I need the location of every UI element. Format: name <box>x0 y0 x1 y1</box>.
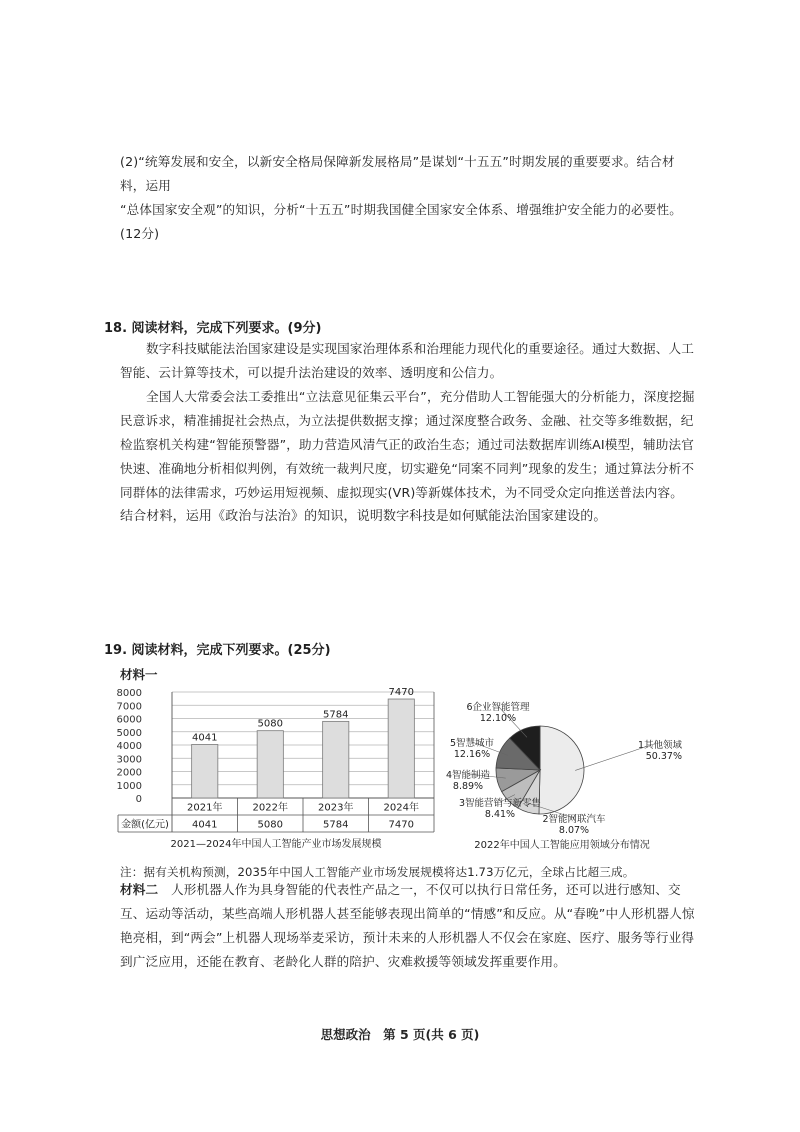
bar-value-label: 5080 <box>257 718 283 730</box>
table-amount-cell: 4041 <box>192 819 218 831</box>
q18-title: 18. 阅读材料，完成下列要求。(9分) <box>104 321 322 336</box>
bar <box>388 699 414 798</box>
bar <box>323 721 349 798</box>
pie-chart-title: 2022年中国人工智能应用领域分布情况 <box>474 840 650 851</box>
table-amount-cell: 7470 <box>388 819 414 831</box>
pie-slice-name: 2智能网联汽车 <box>542 814 606 825</box>
table-amount-cell: 5080 <box>257 819 283 831</box>
bar-y-tick-label: 6000 <box>116 714 142 726</box>
pie-slice-percent: 12.16% <box>453 749 491 760</box>
q17-part2 <box>120 150 695 246</box>
pie-slice-name: 1其他领域 <box>637 740 682 751</box>
q18-question: 结合材料，运用《政治与法治》的知识，说明数字科技是如何赋能法治国家建设的。 <box>120 509 607 524</box>
material2-label: 材料二 <box>120 882 159 897</box>
bar-y-tick-label: 8000 <box>116 688 142 699</box>
chart-note: 注：据有关机构预测，2035年中国人工智能产业市场发展规模将达1.73万亿元，全球占比超三成。 <box>120 865 635 879</box>
bar-y-tick-label: 3000 <box>116 754 142 766</box>
bar <box>192 744 218 798</box>
q18-body <box>120 337 695 529</box>
bar <box>257 731 283 798</box>
bar-category-label: 2021年 <box>187 802 223 814</box>
q17-line1: (2)“统筹发展和安全，以新安全格局保障新发展格局”是谋划“十五五”时期发展的重要要求。结合材料，运用 <box>120 154 675 193</box>
q19-title: 19. 阅读材料，完成下列要求。(25分) <box>104 643 331 658</box>
table-amount-cell: 5784 <box>323 819 349 831</box>
table-row-label: 金额(亿元) <box>121 819 169 831</box>
q18-para2: 全国人大常委会法工委推出“立法意见征集云平台”，充分借助人工智能强大的分析能力，深度挖掘民意诉求，精准捕捉社会热点，为立法提供数据支撑；通过深度整合政务、金融、社交等多维数据，纪检监察机关构建“智能预警器”，助力营造风清气正的政治生态；通过司法数据库训练AI模型，辅助法官快速、准确地分析相似判例，有效统一裁判尺度，切实避免“同案不同判”现象的发生；通过算法分析不同群体的法律需求，巧妙运用短视频、虚拟现实(VR)等新媒体技术，为不同受众定向推送普法内容。 <box>120 389 695 500</box>
page-footer: 思想政治 第 5 页(共 6 页) <box>320 1027 480 1042</box>
bar-value-label: 4041 <box>192 732 218 744</box>
pie-slice-percent: 8.89% <box>452 781 484 792</box>
pie-slice-percent: 8.07% <box>558 825 590 836</box>
pie-slice-name: 6企业智能管理 <box>466 702 530 713</box>
material1-label: 材料一 <box>120 667 158 682</box>
pie-slice-name: 5智慧城市 <box>449 738 495 749</box>
bar-category-label: 2023年 <box>318 802 354 814</box>
bar-value-label: 7470 <box>388 687 414 699</box>
bar-y-tick-label: 1000 <box>116 780 142 792</box>
pie-chart <box>444 696 690 856</box>
bar-y-tick-label: 0 <box>135 794 142 805</box>
bar-y-tick-label: 2000 <box>116 767 142 779</box>
material2-text: 人形机器人作为具身智能的代表性产品之一，不仅可以执行日常任务，还可以进行感知、交互、运动等活动，某些高端人形机器人甚至能够表现出简单的“情感”和反应。从“春晚”中人形机器人惊艳亮相，到“两会”上机器人现场举麦采访，预计未来的人形机器人不仅会在家庭、医疗、服务等行业得到广泛应用，还能在教育、老龄化人群的陪护、灾难救援等领域发挥重要作用。 <box>120 882 695 969</box>
bar-y-tick-label: 7000 <box>116 701 142 713</box>
pie-slice-percent: 50.37% <box>645 751 682 762</box>
bar-category-label: 2024年 <box>383 802 419 814</box>
q18-para1: 数字科技赋能法治国家建设是实现国家治理体系和治理能力现代化的重要途径。通过大数据、人工智能、云计算等技术，可以提升法治建设的效率、透明度和公信力。 <box>120 341 694 380</box>
q17-line2: “总体国家安全观”的知识，分析“十五五”时期我国健全国家安全体系、增强维护安全能力的必要性。(12分) <box>120 202 682 241</box>
bar-y-tick-label: 4000 <box>116 741 142 752</box>
bar-chart-title: 2021—2024年中国人工智能产业市场发展规模 <box>170 839 382 850</box>
pie-slice-name: 4智能制造 <box>445 770 491 781</box>
pie-slice-name: 3智能营销与新零售 <box>458 798 542 809</box>
pie-slice-percent: 8.41% <box>484 809 516 820</box>
bar-y-tick-label: 5000 <box>116 727 142 739</box>
pie-slice-percent: 12.10% <box>479 713 517 724</box>
bar-chart <box>116 686 438 856</box>
material2 <box>120 878 700 974</box>
bar-category-label: 2022年 <box>252 802 288 814</box>
bar-value-label: 5784 <box>323 709 349 721</box>
